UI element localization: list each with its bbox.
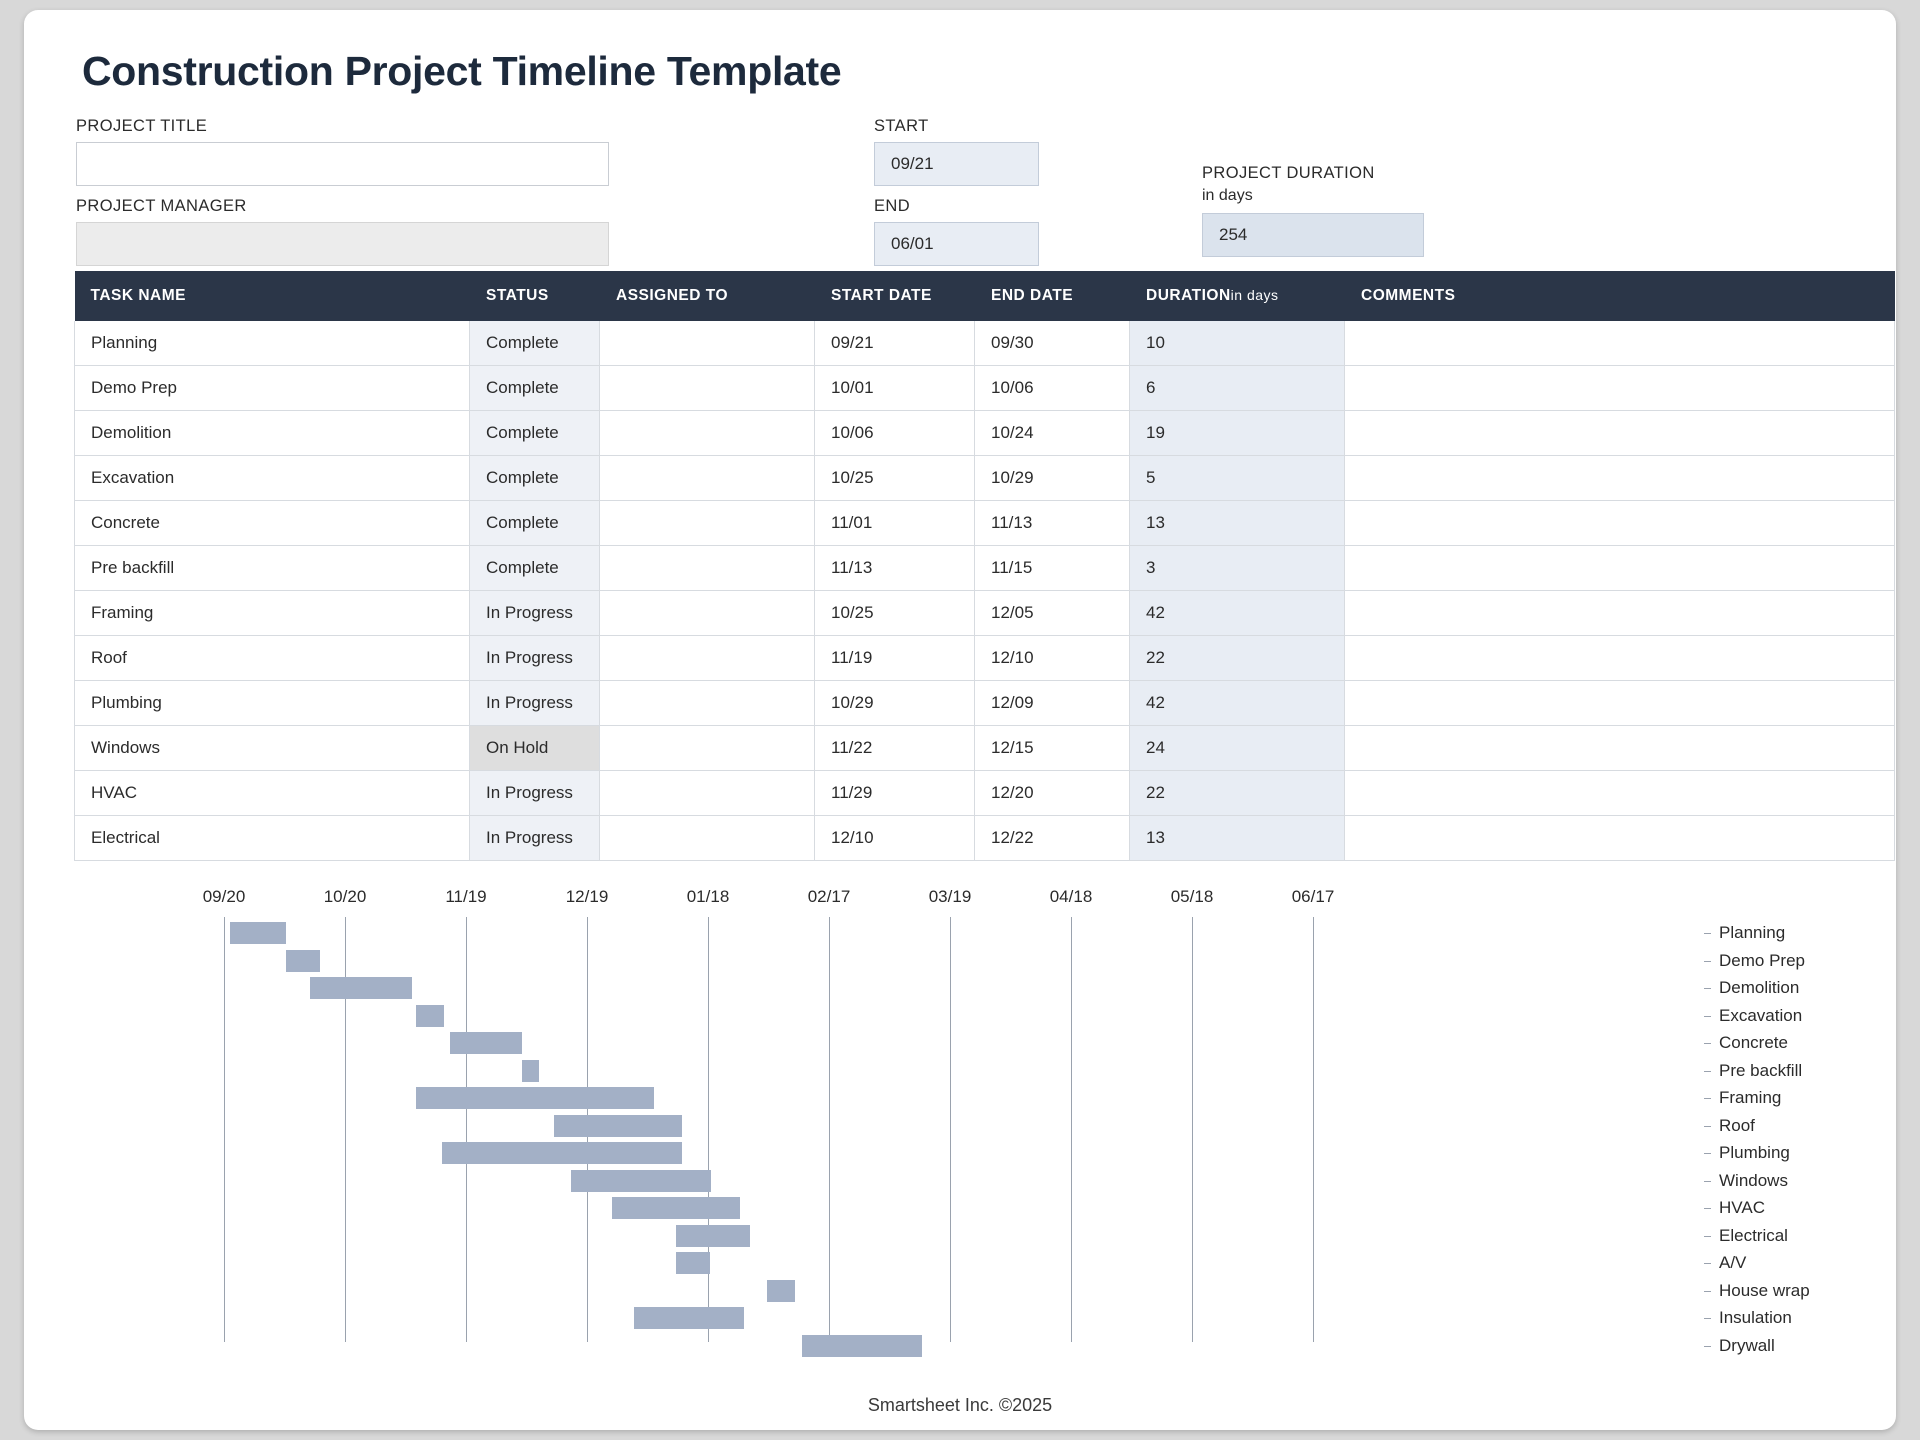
cell-status[interactable]: In Progress <box>470 816 600 861</box>
document-page <box>24 10 1896 1430</box>
cell-start-date[interactable]: 11/01 <box>815 501 975 546</box>
cell-comments[interactable] <box>1345 681 1895 726</box>
header-duration-text: DURATION <box>1146 287 1231 304</box>
gantt-row-tick <box>1704 1016 1711 1017</box>
gantt-task-label: Planning <box>1719 923 1786 942</box>
cell-duration[interactable]: 13 <box>1130 501 1345 546</box>
cell-assigned-to[interactable] <box>600 681 815 726</box>
gantt-task-label: Electrical <box>1719 1225 1788 1245</box>
gantt-gridline <box>466 917 467 1342</box>
cell-task-name[interactable]: Windows <box>75 726 470 771</box>
gantt-bar <box>310 977 412 999</box>
cell-assigned-to[interactable] <box>600 411 815 456</box>
cell-end-date[interactable]: 10/29 <box>975 456 1130 501</box>
gantt-row-tick <box>1704 1263 1711 1264</box>
gantt-gridline <box>1192 917 1193 1342</box>
table-row <box>75 321 1895 366</box>
table-row <box>75 546 1895 591</box>
header-duration <box>1130 271 1345 321</box>
table-row <box>75 411 1895 456</box>
cell-start-date[interactable]: 10/06 <box>815 411 975 456</box>
cell-duration[interactable]: 3 <box>1130 546 1345 591</box>
gantt-bar <box>286 950 320 972</box>
cell-comments[interactable] <box>1345 411 1895 456</box>
cell-comments[interactable] <box>1345 771 1895 816</box>
gantt-bar <box>554 1115 682 1137</box>
end-date-input[interactable] <box>874 222 1039 266</box>
gantt-gridline <box>1071 917 1072 1342</box>
table-row <box>75 681 1895 726</box>
table-row <box>75 726 1895 771</box>
cell-end-date[interactable]: 11/13 <box>975 501 1130 546</box>
start-date-input[interactable] <box>874 142 1039 186</box>
project-title-input[interactable] <box>76 142 609 186</box>
project-duration-value: 254 <box>1219 225 1248 244</box>
gantt-bar <box>676 1225 750 1247</box>
cell-assigned-to[interactable] <box>600 321 815 366</box>
gantt-bar <box>571 1170 711 1192</box>
gantt-gridline <box>224 917 225 1342</box>
cell-assigned-to[interactable] <box>600 771 815 816</box>
cell-assigned-to[interactable] <box>600 591 815 636</box>
cell-task-name[interactable]: Demolition <box>75 411 470 456</box>
end-label: END <box>874 197 911 215</box>
table-row <box>75 591 1895 636</box>
cell-end-date[interactable]: 11/15 <box>975 546 1130 591</box>
gantt-axis-tick: 10/20 <box>323 887 367 906</box>
project-header-form <box>74 117 1856 267</box>
gantt-axis-tick: 06/17 <box>1291 887 1335 906</box>
cell-comments[interactable] <box>1345 816 1895 861</box>
cell-assigned-to[interactable] <box>600 816 815 861</box>
cell-duration[interactable]: 5 <box>1130 456 1345 501</box>
gantt-axis-tick: 09/20 <box>202 887 246 906</box>
cell-assigned-to[interactable] <box>600 366 815 411</box>
gantt-row-tick <box>1704 1071 1711 1072</box>
gantt-row-tick <box>1704 1346 1711 1347</box>
table-row <box>75 816 1895 861</box>
cell-end-date[interactable]: 12/22 <box>975 816 1130 861</box>
cell-comments[interactable] <box>1345 636 1895 681</box>
cell-status[interactable]: Complete <box>470 366 600 411</box>
gantt-row-tick <box>1704 1291 1711 1292</box>
gantt-task-label: Pre backfill <box>1719 1060 1803 1080</box>
cell-end-date[interactable]: 10/24 <box>975 411 1130 456</box>
project-manager-value <box>77 223 608 234</box>
table-row <box>75 366 1895 411</box>
gantt-task-label: Windows <box>1719 1170 1788 1190</box>
gantt-row-tick <box>1704 1043 1711 1044</box>
gantt-task-label: A/V <box>1719 1253 1747 1272</box>
gantt-task-label: Drywall <box>1719 1335 1775 1355</box>
cell-task-name[interactable]: Electrical <box>75 816 470 861</box>
cell-comments[interactable] <box>1345 501 1895 546</box>
cell-status[interactable]: In Progress <box>470 591 600 636</box>
gantt-row-tick <box>1704 961 1711 962</box>
cell-duration[interactable]: 10 <box>1130 321 1345 366</box>
cell-task-name[interactable]: Pre backfill <box>75 546 470 591</box>
gantt-row-tick <box>1704 1126 1711 1127</box>
cell-task-name[interactable]: Plumbing <box>75 681 470 726</box>
gantt-row-tick <box>1704 1318 1711 1319</box>
header-comments: COMMENTS <box>1345 271 1895 321</box>
header-assigned-to: ASSIGNED TO <box>600 271 815 321</box>
cell-start-date[interactable]: 11/29 <box>815 771 975 816</box>
gantt-gridline <box>829 917 830 1342</box>
cell-comments[interactable] <box>1345 726 1895 771</box>
table-row <box>75 456 1895 501</box>
cell-task-name[interactable]: Excavation <box>75 456 470 501</box>
gantt-chart <box>74 887 1894 1387</box>
cell-start-date[interactable]: 09/21 <box>815 321 975 366</box>
header-end-date: END DATE <box>975 271 1130 321</box>
cell-status[interactable]: Complete <box>470 411 600 456</box>
gantt-row-tick <box>1704 1153 1711 1154</box>
cell-duration[interactable]: 6 <box>1130 366 1345 411</box>
gantt-axis-tick: 05/18 <box>1170 887 1214 906</box>
gantt-gridline <box>950 917 951 1342</box>
cell-start-date[interactable]: 10/25 <box>815 456 975 501</box>
gantt-bar <box>416 1005 444 1027</box>
cell-task-name[interactable]: Roof <box>75 636 470 681</box>
cell-start-date[interactable]: 12/10 <box>815 816 975 861</box>
cell-status[interactable]: Complete <box>470 546 600 591</box>
footer-credit: Smartsheet Inc. ©2025 <box>867 1395 1053 1415</box>
header-status: STATUS <box>470 271 600 321</box>
header-duration-units: in days <box>1230 287 1279 303</box>
gantt-task-label: House wrap <box>1719 1280 1810 1300</box>
cell-start-date[interactable]: 10/01 <box>815 366 975 411</box>
table-row <box>75 501 1895 546</box>
cell-comments[interactable] <box>1345 456 1895 501</box>
cell-duration[interactable]: 22 <box>1130 771 1345 816</box>
cell-status[interactable]: Complete <box>470 501 600 546</box>
cell-end-date[interactable]: 12/10 <box>975 636 1130 681</box>
project-title-group <box>76 117 609 186</box>
gantt-bar <box>442 1142 682 1164</box>
cell-status[interactable]: On Hold <box>470 726 600 771</box>
cell-task-name[interactable]: Framing <box>75 591 470 636</box>
project-duration-value-box[interactable] <box>1202 213 1424 257</box>
gantt-axis-tick: 01/18 <box>686 887 730 906</box>
page-title: Construction Project Timeline Template <box>82 48 842 94</box>
gantt-task-label: HVAC <box>1719 1198 1765 1217</box>
cell-status[interactable]: In Progress <box>470 636 600 681</box>
cell-assigned-to[interactable] <box>600 456 815 501</box>
cell-status[interactable]: Complete <box>470 321 600 366</box>
cell-end-date[interactable]: 10/06 <box>975 366 1130 411</box>
gantt-row-tick <box>1704 933 1711 934</box>
gantt-row-tick <box>1704 1208 1711 1209</box>
cell-assigned-to[interactable] <box>600 726 815 771</box>
gantt-axis-tick: 04/18 <box>1049 887 1093 906</box>
gantt-bar <box>416 1087 654 1109</box>
start-group <box>874 117 1039 186</box>
project-duration-group <box>1202 164 1424 257</box>
cell-comments[interactable] <box>1345 591 1895 636</box>
gantt-gridline <box>708 917 709 1342</box>
cell-end-date[interactable]: 12/15 <box>975 726 1130 771</box>
cell-start-date[interactable]: 11/13 <box>815 546 975 591</box>
gantt-bar <box>612 1197 740 1219</box>
project-title-value <box>77 143 608 154</box>
cell-end-date[interactable]: 12/20 <box>975 771 1130 816</box>
cell-start-date[interactable]: 10/25 <box>815 591 975 636</box>
gantt-bar <box>802 1335 922 1357</box>
cell-assigned-to[interactable] <box>600 501 815 546</box>
project-manager-input[interactable] <box>76 222 609 266</box>
cell-end-date[interactable]: 12/09 <box>975 681 1130 726</box>
cell-task-name[interactable]: Demo Prep <box>75 366 470 411</box>
project-duration-units: in days <box>1202 187 1253 204</box>
gantt-task-label: Plumbing <box>1719 1143 1790 1162</box>
gantt-task-label: Roof <box>1719 1115 1755 1135</box>
project-duration-label: PROJECT DURATION <box>1202 164 1375 182</box>
gantt-axis-tick: 12/19 <box>565 887 609 906</box>
end-date-value: 06/01 <box>891 234 934 253</box>
cell-task-name[interactable]: Concrete <box>75 501 470 546</box>
start-date-value: 09/21 <box>891 154 934 173</box>
gantt-bar <box>676 1252 710 1274</box>
gantt-task-label: Demolition <box>1719 978 1800 997</box>
cell-start-date[interactable]: 10/29 <box>815 681 975 726</box>
cell-comments[interactable] <box>1345 321 1895 366</box>
header-start-date: START DATE <box>815 271 975 321</box>
end-group <box>874 197 1039 266</box>
cell-end-date[interactable]: 12/05 <box>975 591 1130 636</box>
cell-task-name[interactable]: Planning <box>75 321 470 366</box>
gantt-axis-tick: 11/19 <box>445 887 487 906</box>
cell-status[interactable]: In Progress <box>470 681 600 726</box>
project-manager-group <box>76 197 609 266</box>
gantt-row-tick <box>1704 1098 1711 1099</box>
gantt-task-label: Demo Prep <box>1719 950 1805 970</box>
table-row <box>75 636 1895 681</box>
cell-duration[interactable]: 13 <box>1130 816 1345 861</box>
gantt-bar <box>634 1307 744 1329</box>
gantt-task-label: Framing <box>1719 1088 1782 1107</box>
cell-assigned-to[interactable] <box>600 546 815 591</box>
cell-comments[interactable] <box>1345 546 1895 591</box>
table-header-row <box>75 271 1895 321</box>
cell-duration[interactable]: 24 <box>1130 726 1345 771</box>
cell-status[interactable]: In Progress <box>470 771 600 816</box>
gantt-bar <box>450 1032 522 1054</box>
gantt-task-label: Concrete <box>1719 1033 1788 1052</box>
cell-start-date[interactable]: 11/22 <box>815 726 975 771</box>
gantt-axis-tick: 03/19 <box>928 887 972 906</box>
gantt-row-tick <box>1704 1181 1711 1182</box>
gantt-row-tick <box>1704 1236 1711 1237</box>
cell-comments[interactable] <box>1345 366 1895 411</box>
cell-duration[interactable]: 19 <box>1130 411 1345 456</box>
gantt-bar <box>522 1060 539 1082</box>
gantt-row-tick <box>1704 988 1711 989</box>
gantt-bar <box>230 922 286 944</box>
cell-duration[interactable]: 22 <box>1130 636 1345 681</box>
cell-status[interactable]: Complete <box>470 456 600 501</box>
cell-task-name[interactable]: HVAC <box>75 771 470 816</box>
table-row <box>75 771 1895 816</box>
task-table <box>74 271 1895 861</box>
gantt-gridline <box>1313 917 1314 1342</box>
cell-assigned-to[interactable] <box>600 636 815 681</box>
cell-end-date[interactable]: 09/30 <box>975 321 1130 366</box>
cell-duration[interactable]: 42 <box>1130 681 1345 726</box>
project-manager-label: PROJECT MANAGER <box>76 197 247 215</box>
gantt-axis-tick: 02/17 <box>807 887 851 906</box>
project-title-label: PROJECT TITLE <box>76 117 208 135</box>
header-task-name: TASK NAME <box>75 271 470 321</box>
gantt-bar <box>767 1280 795 1302</box>
gantt-task-label: Insulation <box>1719 1308 1792 1327</box>
cell-start-date[interactable]: 11/19 <box>815 636 975 681</box>
cell-duration[interactable]: 42 <box>1130 591 1345 636</box>
gantt-task-label: Excavation <box>1719 1005 1803 1025</box>
start-label: START <box>874 117 929 135</box>
